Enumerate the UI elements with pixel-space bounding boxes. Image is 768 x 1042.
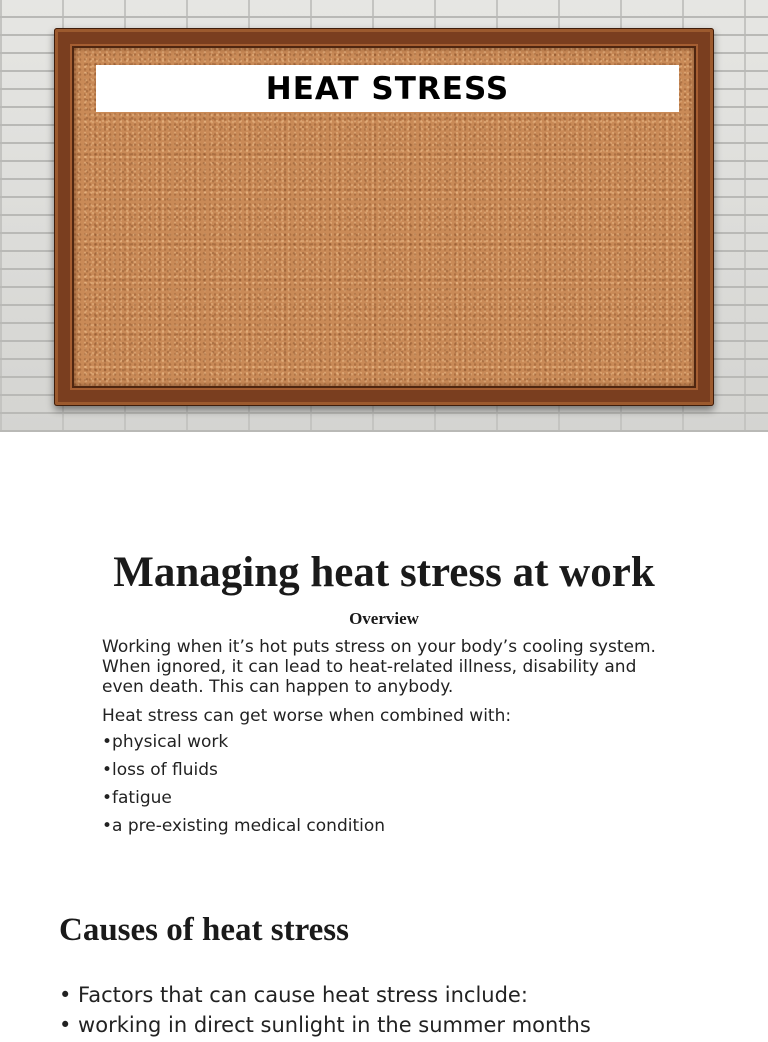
list-item: •a pre-existing medical condition <box>102 816 386 836</box>
main-heading: Managing heat stress at work <box>113 549 655 596</box>
combined-factors-intro: Heat stress can get worse when combined with: <box>102 706 512 726</box>
list-item: •physical work <box>102 732 229 752</box>
list-item: •fatigue <box>102 788 172 808</box>
list-item: •loss of fluids <box>102 760 218 780</box>
list-item: • working in direct sunlight in the summer months <box>59 1013 591 1037</box>
slide-title: HEAT STRESS <box>265 70 510 107</box>
overview-paragraph: Working when it’s hot puts stress on your body’s cooling system. When ignored, it can lead to heat-related illness, disability and even death. This can happen to anybody. <box>102 637 656 697</box>
list-item: • Factors that can cause heat stress include: <box>59 983 528 1007</box>
causes-list <box>59 982 739 1042</box>
overview-heading: Overview <box>349 609 419 628</box>
combined-factors-list <box>102 732 662 844</box>
title-slide <box>0 0 768 432</box>
document-body <box>0 432 768 1037</box>
title-banner <box>96 65 679 112</box>
causes-heading: Causes of heat stress <box>59 912 349 948</box>
